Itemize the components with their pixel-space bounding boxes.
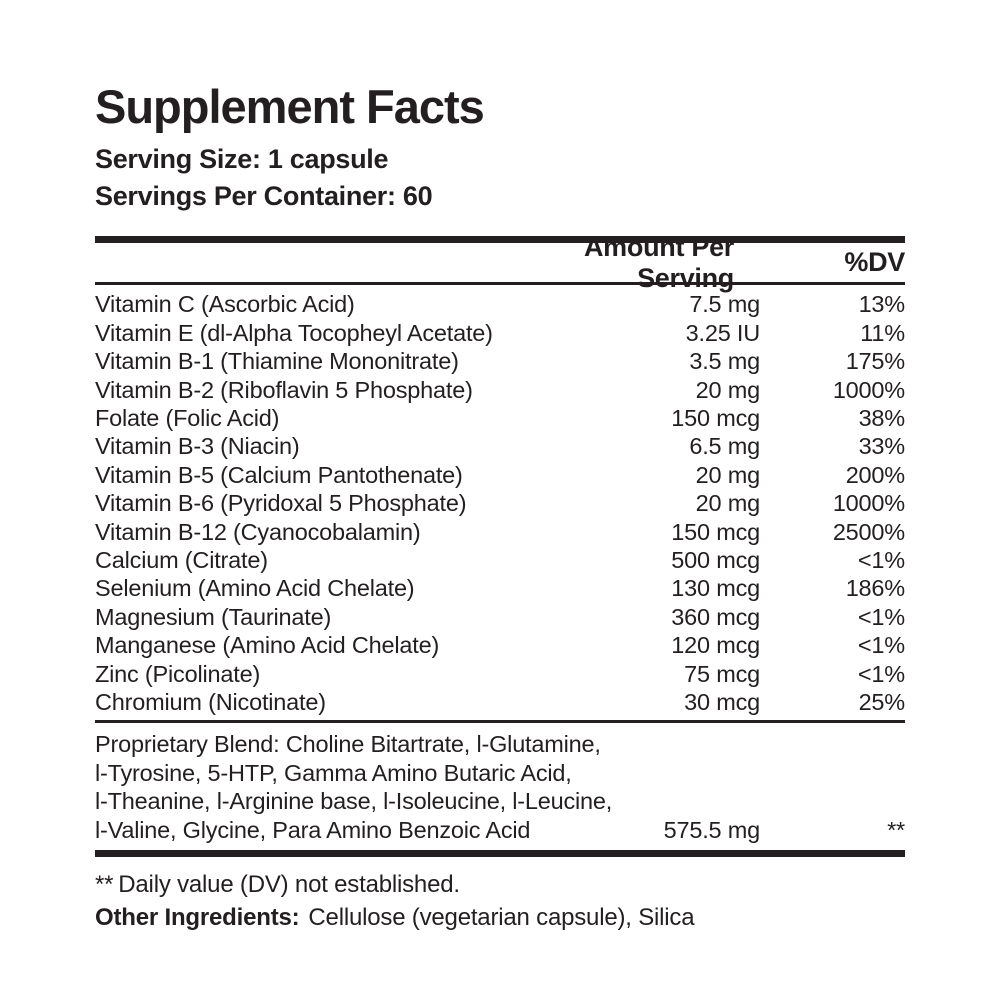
ingredient-dv: 1000% xyxy=(832,376,905,403)
ingredient-name: Vitamin B-2 (Riboflavin 5 Phosphate) xyxy=(95,376,473,403)
ingredient-row xyxy=(95,518,905,546)
ingredient-amount: 30 mcg xyxy=(684,689,760,716)
serving-size: Serving Size: 1 capsule xyxy=(95,144,389,175)
ingredient-dv: <1% xyxy=(857,547,905,573)
ingredient-amount: 20 mg xyxy=(695,490,760,517)
proprietary-blend-dv: ** xyxy=(887,816,905,843)
ingredient-name: Vitamin B-12 (Cyanocobalamin) xyxy=(95,518,421,545)
proprietary-blend-amount: 575.5 mg xyxy=(663,816,760,843)
ingredient-amount: 3.5 mg xyxy=(689,348,760,375)
ingredient-name: Vitamin C (Ascorbic Acid) xyxy=(95,291,355,318)
ingredient-row xyxy=(95,660,905,688)
bottom-rule xyxy=(95,850,905,857)
ingredient-amount: 120 mcg xyxy=(671,632,760,659)
ingredient-row xyxy=(95,688,905,716)
ingredient-amount: 20 mg xyxy=(695,376,760,403)
ingredient-row xyxy=(95,376,905,404)
proprietary-blend-last-row xyxy=(95,816,905,845)
top-rule xyxy=(95,236,905,243)
ingredient-amount: 150 mcg xyxy=(671,404,760,431)
ingredient-dv: 2500% xyxy=(832,518,905,545)
ingredient-amount: 7.5 mg xyxy=(689,291,760,318)
ingredient-amount: 130 mcg xyxy=(671,575,760,602)
ingredient-name: Vitamin B-6 (Pyridoxal 5 Phosphate) xyxy=(95,490,467,517)
ingredient-row xyxy=(95,489,905,517)
label-title: Supplement Facts xyxy=(95,80,484,133)
ingredient-name: Folate (Folic Acid) xyxy=(95,404,280,431)
ingredient-row xyxy=(95,631,905,659)
ingredient-amount: 360 mcg xyxy=(671,603,760,630)
dv-column-header: %DV xyxy=(844,247,905,278)
ingredient-amount: 6.5 mg xyxy=(689,433,760,460)
ingredient-amount: 3.25 IU xyxy=(685,319,760,346)
ingredient-row xyxy=(95,290,905,318)
ingredient-dv: 200% xyxy=(845,461,905,488)
ingredient-table xyxy=(95,285,905,720)
proprietary-blend-last-line: l-Valine, Glycine, Para Amino Benzoic Acid xyxy=(95,816,531,843)
ingredient-amount: 500 mcg xyxy=(671,547,760,573)
ingredient-name: Zinc (Picolinate) xyxy=(95,660,261,687)
ingredient-row xyxy=(95,347,905,375)
ingredient-row xyxy=(95,461,905,489)
footnote-text: Daily value (DV) not established. xyxy=(118,871,460,899)
supplement-facts-label xyxy=(95,82,905,934)
proprietary-blend-line: l-Theanine, l-Arginine base, l-Isoleucine, l-Leucine, xyxy=(95,788,613,815)
servings-per-container: Servings Per Container: 60 xyxy=(95,181,433,212)
ingredient-row xyxy=(95,432,905,460)
ingredient-dv: <1% xyxy=(857,603,905,630)
ingredient-dv: 175% xyxy=(845,348,905,375)
proprietary-blend-section xyxy=(95,723,905,850)
other-ingredients-text: Cellulose (vegetarian capsule), Silica xyxy=(308,904,695,932)
ingredient-name: Chromium (Nicotinate) xyxy=(95,689,326,716)
ingredient-dv: <1% xyxy=(857,632,905,659)
ingredient-name: Manganese (Amino Acid Chelate) xyxy=(95,632,440,659)
proprietary-blend-line: l-Tyrosine, 5-HTP, Gamma Amino Butaric Acid, xyxy=(95,759,572,786)
table-header-row xyxy=(95,231,905,293)
ingredient-amount: 150 mcg xyxy=(671,518,760,545)
other-ingredients-label: Other Ingredients: xyxy=(95,904,300,932)
ingredient-name: Vitamin B-1 (Thiamine Mononitrate) xyxy=(95,348,459,375)
ingredient-dv: 13% xyxy=(858,291,905,318)
ingredient-dv: 11% xyxy=(860,319,905,346)
ingredient-name: Vitamin B-3 (Niacin) xyxy=(95,433,300,460)
ingredient-name: Vitamin B-5 (Calcium Pantothenate) xyxy=(95,461,463,488)
ingredient-row xyxy=(95,603,905,631)
dv-footnote xyxy=(95,868,905,901)
ingredient-dv: 33% xyxy=(858,433,905,460)
ingredient-name: Vitamin E (dl-Alpha Tocopheyl Acetate) xyxy=(95,319,493,346)
ingredient-dv: 25% xyxy=(858,689,905,716)
amount-column-header: Amount Per Serving xyxy=(583,231,734,293)
ingredient-dv: 1000% xyxy=(832,490,905,517)
ingredient-name: Magnesium (Taurinate) xyxy=(95,603,332,630)
proprietary-blend-lines xyxy=(95,730,905,816)
ingredient-amount: 20 mg xyxy=(695,461,760,488)
ingredient-amount: 75 mcg xyxy=(684,660,760,687)
footnote-marker: ** xyxy=(95,871,114,899)
ingredient-dv: 38% xyxy=(858,404,905,431)
ingredient-dv: <1% xyxy=(857,660,905,687)
proprietary-blend-line: Proprietary Blend: Choline Bitartrate, l-Glutamine, xyxy=(95,731,601,758)
ingredient-name: Calcium (Citrate) xyxy=(95,547,268,573)
ingredient-row xyxy=(95,319,905,347)
other-ingredients xyxy=(95,901,905,934)
ingredient-name: Selenium (Amino Acid Chelate) xyxy=(95,575,415,602)
ingredient-dv: 186% xyxy=(845,575,905,602)
ingredient-row xyxy=(95,574,905,602)
ingredient-row xyxy=(95,404,905,432)
ingredient-row xyxy=(95,546,905,574)
